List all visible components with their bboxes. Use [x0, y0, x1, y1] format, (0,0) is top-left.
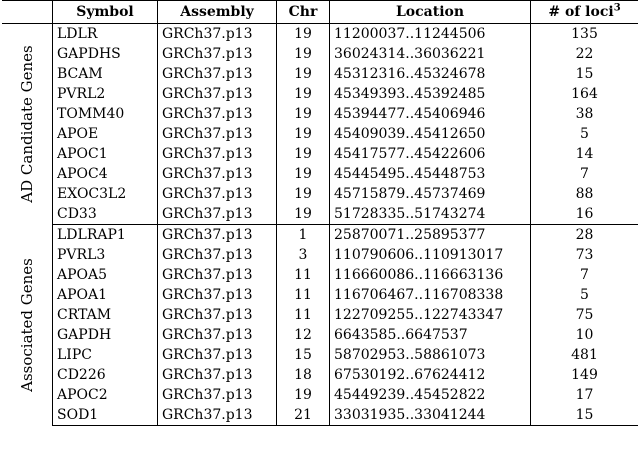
- chr-cell: 11: [277, 265, 330, 285]
- symbol-cell: TOMM40: [53, 104, 158, 124]
- table-row: [2, 365, 638, 385]
- group-label-cell: [2, 24, 53, 225]
- location-cell: 45445495..45448753: [330, 164, 531, 184]
- location-cell: 122709255..122743347: [330, 305, 531, 325]
- symbol-cell: LDLRAP1: [53, 225, 158, 246]
- table-row: [2, 164, 638, 184]
- table-row: [2, 405, 638, 426]
- chr-cell: 19: [277, 44, 330, 64]
- loci-cell: 38: [575, 106, 594, 122]
- chr-cell: 19: [277, 164, 330, 184]
- footnote-marker: 3: [613, 2, 621, 14]
- location-cell: 45417577..45422606: [330, 144, 531, 164]
- loci-cell: 17: [575, 387, 594, 403]
- assembly-cell: GRCh37.p13: [158, 245, 277, 265]
- gene-table: [2, 0, 638, 426]
- loci-cell: 28: [575, 227, 594, 243]
- table-row: [2, 104, 638, 124]
- assembly-cell: GRCh37.p13: [158, 144, 277, 164]
- symbol-cell: CD226: [53, 365, 158, 385]
- loci-cell: 135: [571, 26, 598, 42]
- location-cell: 45349393..45392485: [330, 84, 531, 104]
- location-cell: 36024314..36036221: [330, 44, 531, 64]
- chr-cell: 12: [277, 325, 330, 345]
- location-cell: 33031935..33041244: [330, 405, 531, 426]
- table-row: [2, 24, 638, 45]
- location-cell: 45715879..45737469: [330, 184, 531, 204]
- symbol-cell: SOD1: [53, 405, 158, 426]
- assembly-cell: GRCh37.p13: [158, 305, 277, 325]
- symbol-cell: APOC2: [53, 385, 158, 405]
- chr-cell: 1: [277, 225, 330, 246]
- chr-cell: 3: [277, 245, 330, 265]
- assembly-cell: GRCh37.p13: [158, 164, 277, 184]
- group-label: Associated Genes: [18, 258, 36, 392]
- assembly-cell: GRCh37.p13: [158, 204, 277, 225]
- table-row: [2, 245, 638, 265]
- assembly-cell: GRCh37.p13: [158, 405, 277, 426]
- table-row: [2, 184, 638, 204]
- location-cell: 110790606..110913017: [330, 245, 531, 265]
- symbol-cell: APOA5: [53, 265, 158, 285]
- location-cell: 25870071..25895377: [330, 225, 531, 246]
- symbol-cell: APOA1: [53, 285, 158, 305]
- group-label: AD Candidate Genes: [18, 45, 36, 203]
- table-row: [2, 64, 638, 84]
- assembly-cell: GRCh37.p13: [158, 265, 277, 285]
- assembly-cell: GRCh37.p13: [158, 44, 277, 64]
- location-cell: 116660086..116663136: [330, 265, 531, 285]
- location-cell: 45394477..45406946: [330, 104, 531, 124]
- table-row: [2, 44, 638, 64]
- assembly-cell: GRCh37.p13: [158, 345, 277, 365]
- loci-cell: 75: [575, 307, 594, 323]
- table-row: [2, 305, 638, 325]
- symbol-cell: PVRL2: [53, 84, 158, 104]
- symbol-cell: APOC1: [53, 144, 158, 164]
- chr-cell: 19: [277, 124, 330, 144]
- loci-cell: 5: [580, 287, 589, 303]
- header-loci: [531, 1, 639, 24]
- table-row: [2, 225, 638, 246]
- assembly-cell: GRCh37.p13: [158, 64, 277, 84]
- symbol-cell: CD33: [53, 204, 158, 225]
- loci-cell: 22: [575, 46, 594, 62]
- chr-cell: 19: [277, 104, 330, 124]
- chr-cell: 11: [277, 305, 330, 325]
- loci-cell: 10: [575, 327, 594, 343]
- header-assembly: Assembly: [158, 1, 277, 24]
- location-cell: 45409039..45412650: [330, 124, 531, 144]
- table-row: [2, 385, 638, 405]
- chr-cell: 15: [277, 345, 330, 365]
- loci-cell: 15: [575, 66, 594, 82]
- loci-cell: 15: [531, 405, 639, 426]
- chr-cell: 19: [277, 24, 330, 45]
- symbol-cell: CRTAM: [53, 305, 158, 325]
- symbol-cell: EXOC3L2: [53, 184, 158, 204]
- group-header-cell: [2, 1, 53, 24]
- chr-cell: 21: [277, 405, 330, 426]
- symbol-cell: APOE: [53, 124, 158, 144]
- location-cell: 67530192..67624412: [330, 365, 531, 385]
- symbol-cell: APOC4: [53, 164, 158, 184]
- location-cell: 58702953..58861073: [330, 345, 531, 365]
- symbol-cell: PVRL3: [53, 245, 158, 265]
- loci-cell: 88: [575, 186, 594, 202]
- symbol-cell: LIPC: [53, 345, 158, 365]
- loci-cell: 73: [575, 247, 594, 263]
- chr-cell: 19: [277, 204, 330, 225]
- table-row: [2, 325, 638, 345]
- assembly-cell: GRCh37.p13: [158, 285, 277, 305]
- assembly-cell: GRCh37.p13: [158, 385, 277, 405]
- loci-cell: 481: [571, 347, 598, 363]
- location-cell: 45312316..45324678: [330, 64, 531, 84]
- assembly-cell: GRCh37.p13: [158, 124, 277, 144]
- assembly-cell: GRCh37.p13: [158, 84, 277, 104]
- loci-cell: 149: [571, 367, 598, 383]
- loci-cell: 164: [571, 86, 598, 102]
- chr-cell: 11: [277, 285, 330, 305]
- symbol-cell: LDLR: [53, 24, 158, 45]
- table-body: [2, 24, 638, 426]
- location-cell: 51728335..51743274: [330, 204, 531, 225]
- assembly-cell: GRCh37.p13: [158, 184, 277, 204]
- assembly-cell: GRCh37.p13: [158, 24, 277, 45]
- assembly-cell: GRCh37.p13: [158, 365, 277, 385]
- symbol-cell: BCAM: [53, 64, 158, 84]
- assembly-cell: GRCh37.p13: [158, 225, 277, 246]
- loci-cell: 5: [580, 126, 589, 142]
- header-location: Location: [330, 1, 531, 24]
- table-row: [2, 84, 638, 104]
- header-chr: Chr: [277, 1, 330, 24]
- location-cell: 6643585..6647537: [330, 325, 531, 345]
- chr-cell: 19: [277, 64, 330, 84]
- chr-cell: 19: [277, 184, 330, 204]
- loci-cell: 16: [531, 204, 639, 225]
- table-row: [2, 124, 638, 144]
- table-row: [2, 345, 638, 365]
- chr-cell: 19: [277, 84, 330, 104]
- table-row: [2, 265, 638, 285]
- loci-cell: 7: [580, 166, 589, 182]
- location-cell: 45449239..45452822: [330, 385, 531, 405]
- loci-cell: 14: [575, 146, 594, 162]
- location-cell: 11200037..11244506: [330, 24, 531, 45]
- group-label-cell: [2, 225, 53, 426]
- symbol-cell: GAPDH: [53, 325, 158, 345]
- chr-cell: 18: [277, 365, 330, 385]
- location-cell: 116706467..116708338: [330, 285, 531, 305]
- header-loci-label: # of loci: [548, 4, 614, 20]
- chr-cell: 19: [277, 144, 330, 164]
- table-row: [2, 144, 638, 164]
- loci-cell: 7: [580, 267, 589, 283]
- assembly-cell: GRCh37.p13: [158, 325, 277, 345]
- chr-cell: 19: [277, 385, 330, 405]
- assembly-cell: GRCh37.p13: [158, 104, 277, 124]
- table-row: [2, 285, 638, 305]
- symbol-cell: GAPDHS: [53, 44, 158, 64]
- table-header-row: [2, 1, 638, 24]
- header-symbol: Symbol: [53, 1, 158, 24]
- table-row: [2, 204, 638, 225]
